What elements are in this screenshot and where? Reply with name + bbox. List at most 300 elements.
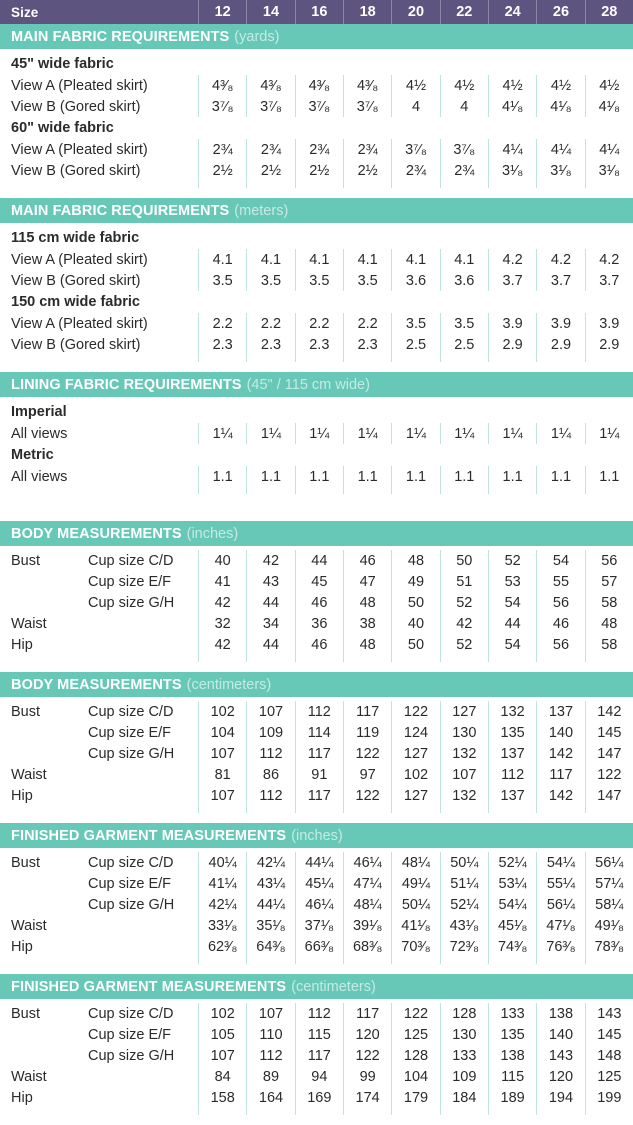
- section-header-4: [0, 672, 633, 697]
- table-cell: [343, 444, 391, 466]
- row-sublabel: Cup size E/F: [88, 724, 171, 741]
- size-header-cell-26: 26: [536, 0, 584, 24]
- table-cell: [295, 181, 343, 188]
- table-cell: 147: [585, 743, 633, 764]
- table-cell: 115: [295, 1024, 343, 1045]
- group-heading: 150 cm wide fabric: [11, 294, 140, 310]
- table-cell: 1.1: [585, 466, 633, 487]
- table-cell: 1.1: [343, 466, 391, 487]
- table-cell: 3⁷⁄₈: [440, 139, 488, 160]
- value-cells: [198, 722, 633, 743]
- table-cell: 1¼: [585, 423, 633, 444]
- table-cell: 78³⁄₈: [585, 936, 633, 957]
- table-cell: 2.3: [198, 334, 246, 355]
- table-cell: 3.7: [585, 270, 633, 291]
- table-cell: 104: [198, 722, 246, 743]
- data-row: [0, 313, 633, 334]
- table-cell: 50: [391, 634, 439, 655]
- table-cell: 3.6: [391, 270, 439, 291]
- table-cell: 39¹⁄₈: [343, 915, 391, 936]
- table-cell: 125: [585, 1066, 633, 1087]
- data-row: [0, 1045, 633, 1066]
- table-cell: 4³⁄₈: [246, 75, 294, 96]
- data-row: [0, 249, 633, 270]
- table-cell: [246, 1108, 294, 1115]
- table-cell: 42: [198, 592, 246, 613]
- table-cell: 132: [440, 743, 488, 764]
- table-cell: [198, 957, 246, 964]
- data-row: [0, 1066, 633, 1087]
- table-cell: 49: [391, 571, 439, 592]
- table-cell: 3⁷⁄₈: [391, 139, 439, 160]
- table-cell: 112: [246, 1045, 294, 1066]
- table-cell: [246, 227, 294, 249]
- size-header-cell-14: 14: [246, 0, 294, 24]
- table-cell: 50¼: [391, 894, 439, 915]
- table-cell: 42¼: [246, 852, 294, 873]
- table-cell: 2¾: [440, 160, 488, 181]
- table-cell: 46: [295, 592, 343, 613]
- table-cell: 52¼: [440, 894, 488, 915]
- size-header-cell-20: 20: [391, 0, 439, 24]
- table-cell: 1¼: [343, 423, 391, 444]
- data-row: [0, 873, 633, 894]
- table-cell: 127: [391, 743, 439, 764]
- table-cell: [391, 227, 439, 249]
- table-cell: [440, 655, 488, 662]
- table-cell: 70³⁄₈: [391, 936, 439, 957]
- row-sublabel: Cup size C/D: [88, 854, 174, 871]
- table-cell: 115: [488, 1066, 536, 1087]
- table-cell: 3⁷⁄₈: [295, 96, 343, 117]
- divider-stub: [0, 1108, 633, 1115]
- table-cell: [198, 117, 246, 139]
- table-cell: 4½: [488, 75, 536, 96]
- table-cell: 49¹⁄₈: [585, 915, 633, 936]
- table-cell: [391, 1108, 439, 1115]
- value-cells: [198, 139, 633, 160]
- value-cells: [198, 96, 633, 117]
- row-label: Bust: [11, 1005, 41, 1022]
- table-cell: [343, 957, 391, 964]
- stub-spacer: [0, 181, 88, 188]
- row-label: Hip: [11, 1089, 33, 1106]
- table-cell: 4.2: [536, 249, 584, 270]
- table-cell: [246, 291, 294, 313]
- group-heading-row: [0, 227, 633, 249]
- table-cell: 57: [585, 571, 633, 592]
- table-cell: [488, 401, 536, 423]
- table-cell: 76³⁄₈: [536, 936, 584, 957]
- table-cell: [391, 291, 439, 313]
- table-cell: [440, 117, 488, 139]
- table-cell: 107: [198, 743, 246, 764]
- stub-spacer2: [88, 957, 198, 964]
- data-row: [0, 423, 633, 444]
- table-cell: 2.2: [198, 313, 246, 334]
- value-cells: [198, 444, 633, 466]
- table-cell: 2.9: [536, 334, 584, 355]
- table-cell: [343, 53, 391, 75]
- table-cell: [488, 806, 536, 813]
- table-cell: [198, 487, 246, 494]
- table-cell: 56¼: [536, 894, 584, 915]
- row-sublabel: Cup size C/D: [88, 703, 174, 720]
- table-cell: [536, 53, 584, 75]
- table-cell: 133: [440, 1045, 488, 1066]
- table-cell: 46¼: [295, 894, 343, 915]
- table-cell: 45¹⁄₈: [488, 915, 536, 936]
- table-cell: 62³⁄₈: [198, 936, 246, 957]
- table-cell: 89: [246, 1066, 294, 1087]
- table-cell: 50: [440, 550, 488, 571]
- table-cell: 4.1: [246, 249, 294, 270]
- value-cells: [198, 957, 633, 964]
- table-cell: 42: [246, 550, 294, 571]
- table-cell: 3¹⁄₈: [536, 160, 584, 181]
- table-cell: [585, 117, 633, 139]
- table-cell: 44: [246, 634, 294, 655]
- data-row: [0, 1087, 633, 1108]
- section-unit: (centimeters): [186, 676, 272, 693]
- table-cell: 2¾: [295, 139, 343, 160]
- group-heading: 45" wide fabric: [11, 56, 114, 72]
- data-row: [0, 1024, 633, 1045]
- stub-spacer: [0, 806, 88, 813]
- row-sublabel: Cup size C/D: [88, 552, 174, 569]
- table-cell: [198, 401, 246, 423]
- table-cell: [585, 957, 633, 964]
- value-cells: [198, 227, 633, 249]
- table-cell: [488, 487, 536, 494]
- table-cell: 4: [391, 96, 439, 117]
- table-cell: [585, 53, 633, 75]
- section-title: MAIN FABRIC REQUIREMENTS: [11, 28, 230, 45]
- size-header-label: Size: [11, 4, 39, 20]
- table-cell: 4.1: [391, 249, 439, 270]
- table-cell: 41: [198, 571, 246, 592]
- table-cell: 52: [440, 592, 488, 613]
- table-cell: [246, 957, 294, 964]
- table-cell: 137: [536, 701, 584, 722]
- table-cell: [585, 444, 633, 466]
- data-row: [0, 270, 633, 291]
- table-cell: 2.9: [585, 334, 633, 355]
- table-cell: 1¼: [295, 423, 343, 444]
- row-label: View A (Pleated skirt): [11, 141, 148, 158]
- stub-spacer2: [88, 1108, 198, 1115]
- row-sublabel: Cup size C/D: [88, 1005, 174, 1022]
- table-cell: [246, 806, 294, 813]
- table-cell: 179: [391, 1087, 439, 1108]
- size-header-row: [0, 0, 633, 24]
- value-cells: [198, 550, 633, 571]
- table-cell: 107: [246, 701, 294, 722]
- section-header-6: [0, 974, 633, 999]
- table-cell: 122: [391, 1003, 439, 1024]
- table-cell: 32: [198, 613, 246, 634]
- table-cell: 138: [536, 1003, 584, 1024]
- table-cell: 4¼: [488, 139, 536, 160]
- size-header-cell-28: 28: [585, 0, 633, 24]
- table-cell: [295, 1108, 343, 1115]
- row-label: Hip: [11, 787, 33, 804]
- data-row: [0, 722, 633, 743]
- value-cells: [198, 487, 633, 494]
- table-cell: 112: [246, 785, 294, 806]
- row-sublabel: [88, 764, 198, 785]
- row-sublabel: [88, 634, 198, 655]
- table-cell: 74³⁄₈: [488, 936, 536, 957]
- table-cell: [488, 444, 536, 466]
- row-label: Hip: [11, 636, 33, 653]
- table-cell: 48: [343, 592, 391, 613]
- row-label: View B (Gored skirt): [11, 162, 141, 179]
- table-cell: [536, 401, 584, 423]
- table-cell: 125: [391, 1024, 439, 1045]
- value-cells: [198, 634, 633, 655]
- table-cell: 54¼: [536, 852, 584, 873]
- table-cell: 97: [343, 764, 391, 785]
- row-label: Waist: [11, 917, 47, 934]
- value-cells: [198, 743, 633, 764]
- table-cell: 56: [536, 634, 584, 655]
- section-gap: [0, 662, 633, 672]
- size-header-cells: [198, 0, 633, 24]
- table-cell: 44: [246, 592, 294, 613]
- table-cell: 3.7: [536, 270, 584, 291]
- table-cell: [246, 53, 294, 75]
- table-cell: 35¹⁄₈: [246, 915, 294, 936]
- table-cell: 124: [391, 722, 439, 743]
- value-cells: [198, 270, 633, 291]
- table-cell: [343, 1108, 391, 1115]
- section-header-3: [0, 521, 633, 546]
- value-cells: [198, 249, 633, 270]
- value-cells: [198, 785, 633, 806]
- stub-spacer2: [88, 655, 198, 662]
- table-cell: 4³⁄₈: [198, 75, 246, 96]
- row-label: Waist: [11, 766, 47, 783]
- table-cell: 81: [198, 764, 246, 785]
- table-cell: 117: [343, 701, 391, 722]
- table-cell: [295, 117, 343, 139]
- table-cell: [488, 1108, 536, 1115]
- table-cell: 4½: [440, 75, 488, 96]
- table-cell: 2¾: [198, 139, 246, 160]
- table-cell: 2.2: [246, 313, 294, 334]
- stub-spacer: [0, 655, 88, 662]
- row-label: [0, 592, 88, 613]
- row-label: [0, 894, 88, 915]
- table-cell: 4¹⁄₈: [536, 96, 584, 117]
- table-cell: 56: [536, 592, 584, 613]
- table-cell: 4.1: [343, 249, 391, 270]
- table-cell: 140: [536, 722, 584, 743]
- table-cell: 54: [536, 550, 584, 571]
- table-cell: 94: [295, 1066, 343, 1087]
- table-cell: [440, 291, 488, 313]
- table-cell: 3.5: [198, 270, 246, 291]
- table-cell: 117: [295, 785, 343, 806]
- table-cell: [488, 117, 536, 139]
- group-heading-row: [0, 117, 633, 139]
- table-cell: 55¼: [536, 873, 584, 894]
- table-cell: 107: [198, 785, 246, 806]
- value-cells: [198, 75, 633, 96]
- row-label: All views: [11, 468, 68, 485]
- table-cell: [536, 806, 584, 813]
- table-cell: 3⁷⁄₈: [246, 96, 294, 117]
- table-cell: [440, 401, 488, 423]
- table-cell: 2.5: [440, 334, 488, 355]
- table-cell: 37¹⁄₈: [295, 915, 343, 936]
- table-cell: [343, 355, 391, 362]
- table-cell: [440, 1108, 488, 1115]
- table-cell: [295, 444, 343, 466]
- table-cell: 4.2: [585, 249, 633, 270]
- table-cell: 1.1: [295, 466, 343, 487]
- table-cell: 3⁷⁄₈: [198, 96, 246, 117]
- table-cell: 142: [536, 785, 584, 806]
- table-cell: 3.5: [440, 313, 488, 334]
- table-cell: [343, 806, 391, 813]
- table-cell: [440, 355, 488, 362]
- table-cell: 4.1: [198, 249, 246, 270]
- table-cell: 4½: [536, 75, 584, 96]
- table-cell: 1.1: [198, 466, 246, 487]
- table-cell: 99: [343, 1066, 391, 1087]
- section-unit: (yards): [234, 28, 280, 45]
- section-unit: (45" / 115 cm wide): [246, 376, 370, 393]
- table-cell: 137: [488, 785, 536, 806]
- row-sublabel: Cup size E/F: [88, 1026, 171, 1043]
- value-cells: [198, 466, 633, 487]
- table-cell: 36: [295, 613, 343, 634]
- table-cell: [391, 181, 439, 188]
- stub-spacer2: [88, 487, 198, 494]
- table-cell: 3¹⁄₈: [585, 160, 633, 181]
- table-cell: [585, 806, 633, 813]
- row-sublabel: [88, 936, 198, 957]
- row-label: Waist: [11, 615, 47, 632]
- table-cell: 91: [295, 764, 343, 785]
- table-cell: [536, 227, 584, 249]
- table-cell: [391, 655, 439, 662]
- section-unit: (centimeters): [291, 978, 376, 995]
- table-cell: 1.1: [536, 466, 584, 487]
- table-cell: 48¼: [343, 894, 391, 915]
- group-heading-row: [0, 401, 633, 423]
- table-cell: 2.3: [295, 334, 343, 355]
- table-cell: 66³⁄₈: [295, 936, 343, 957]
- table-cell: 122: [343, 1045, 391, 1066]
- table-cell: 3.9: [536, 313, 584, 334]
- data-row: [0, 852, 633, 873]
- table-cell: 86: [246, 764, 294, 785]
- table-cell: 58: [585, 634, 633, 655]
- table-cell: 142: [536, 743, 584, 764]
- group-heading: Metric: [11, 447, 54, 463]
- table-cell: 122: [391, 701, 439, 722]
- stub-spacer2: [88, 181, 198, 188]
- table-cell: 110: [246, 1024, 294, 1045]
- row-label: View B (Gored skirt): [11, 336, 141, 353]
- table-cell: [246, 401, 294, 423]
- group-heading-row: [0, 444, 633, 466]
- size-header-cell-16: 16: [295, 0, 343, 24]
- value-cells: [198, 1045, 633, 1066]
- table-cell: 122: [343, 785, 391, 806]
- section-gap: [0, 188, 633, 198]
- value-cells: [198, 355, 633, 362]
- table-cell: 2½: [198, 160, 246, 181]
- table-cell: 102: [198, 701, 246, 722]
- table-cell: 4¼: [536, 139, 584, 160]
- table-cell: 120: [343, 1024, 391, 1045]
- table-cell: 145: [585, 722, 633, 743]
- row-label: [0, 571, 88, 592]
- value-cells: [198, 852, 633, 873]
- table-cell: 40: [391, 613, 439, 634]
- section-header-5: [0, 823, 633, 848]
- table-cell: 51: [440, 571, 488, 592]
- table-cell: [295, 291, 343, 313]
- table-cell: [343, 227, 391, 249]
- table-cell: [440, 227, 488, 249]
- value-cells: [198, 1066, 633, 1087]
- size-header-cell-22: 22: [440, 0, 488, 24]
- table-cell: [198, 181, 246, 188]
- data-row: [0, 571, 633, 592]
- table-cell: 47¼: [343, 873, 391, 894]
- table-cell: [295, 487, 343, 494]
- data-row: [0, 634, 633, 655]
- data-row: [0, 701, 633, 722]
- table-cell: 140: [536, 1024, 584, 1045]
- table-cell: [536, 655, 584, 662]
- table-cell: 3.5: [343, 270, 391, 291]
- value-cells: [198, 1024, 633, 1045]
- table-cell: [585, 181, 633, 188]
- table-cell: 4½: [585, 75, 633, 96]
- table-cell: [343, 655, 391, 662]
- row-sublabel: [88, 613, 198, 634]
- row-label: Bust: [11, 703, 41, 720]
- table-cell: 46: [295, 634, 343, 655]
- table-cell: [295, 227, 343, 249]
- table-cell: 189: [488, 1087, 536, 1108]
- table-cell: [585, 291, 633, 313]
- divider-stub: [0, 487, 633, 494]
- table-cell: 58: [585, 592, 633, 613]
- table-cell: [295, 401, 343, 423]
- table-cell: 3.5: [391, 313, 439, 334]
- table-cell: [585, 227, 633, 249]
- stub-spacer2: [88, 355, 198, 362]
- table-cell: [391, 401, 439, 423]
- table-cell: 38: [343, 613, 391, 634]
- table-cell: 112: [295, 701, 343, 722]
- stub-spacer2: [88, 806, 198, 813]
- table-cell: 2.2: [295, 313, 343, 334]
- table-cell: 4: [440, 96, 488, 117]
- table-cell: 102: [198, 1003, 246, 1024]
- row-label: Bust: [11, 552, 41, 569]
- table-cell: 2.5: [391, 334, 439, 355]
- table-cell: 143: [536, 1045, 584, 1066]
- value-cells: [198, 764, 633, 785]
